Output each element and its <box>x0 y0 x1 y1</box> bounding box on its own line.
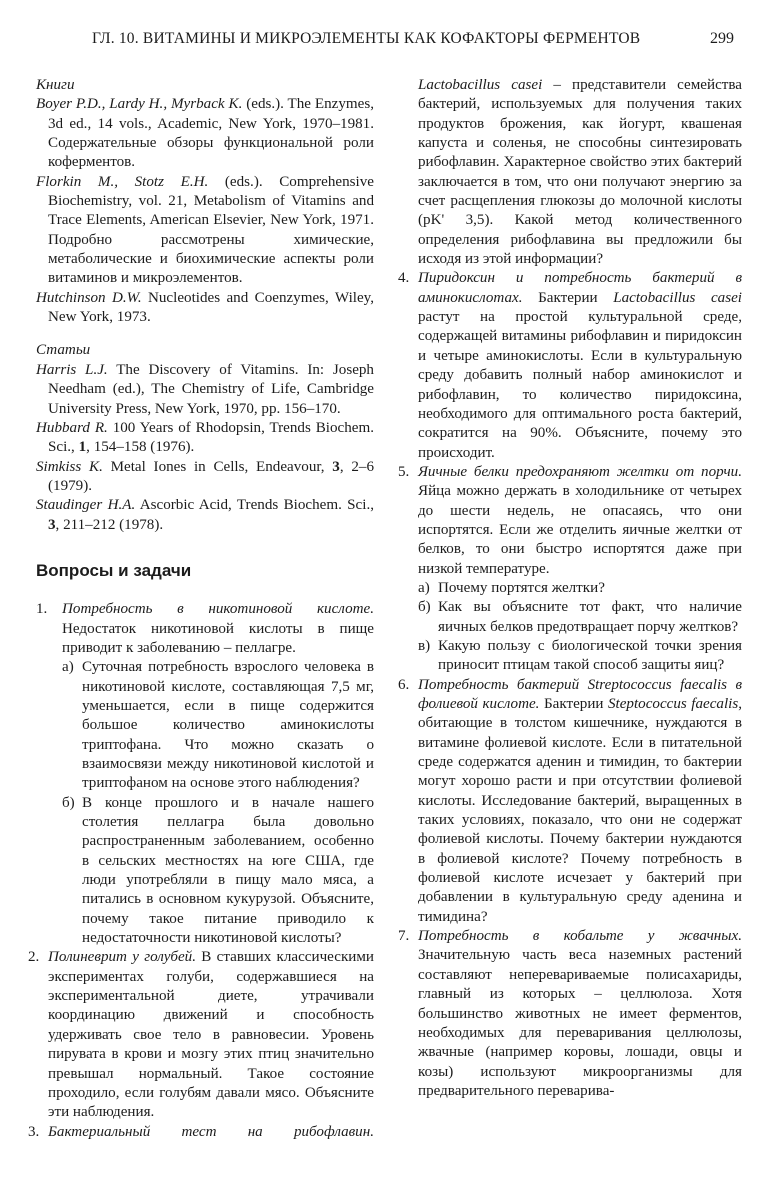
question-text: Недостаток никотиновой кислоты в пище приводит к заболеванию – пеллагре. <box>62 620 374 656</box>
question-2 <box>28 948 374 1122</box>
ref-text: Ascorbic Acid, Trends Biochem. Sci., <box>135 497 374 514</box>
reference-article-3 <box>36 458 374 497</box>
sub-text: Как вы объясните тот факт, что наличие яичных белков предотвращает порчу желтков? <box>438 599 742 635</box>
sub-label: б) <box>418 599 431 616</box>
question-number: 7. <box>398 928 410 945</box>
species-name: Lactobacillus casei <box>418 77 543 93</box>
question-title: Пиридоксин и потребность бактерий в аминокислотах. <box>418 270 742 306</box>
question-text: Яйца можно держать в холодильнике от четырех до шести недель, не опасаясь, что они испортятся. Если же отделить яичные желтки от белков, то они быстро испортятся даже при низкой температуре. <box>418 483 742 577</box>
question-6 <box>398 676 742 927</box>
question-number: 5. <box>398 463 410 480</box>
question-1b <box>62 794 374 949</box>
question-text: В ставших классическими экспериментах голуби, содержавшиеся на экспериментальной диете, утрачивали координацию движений и способность удерживать свое тело в равновесии. Уровень пирувата в крови и мозгу этих птиц значительно превышал нормальный. Такое состояние проходило, если голубям давали мясо. Объясните эти наблюдения. <box>48 949 374 1121</box>
reference-book-2 <box>36 173 374 289</box>
ref-author: Staudinger H.A. <box>36 497 136 514</box>
question-text: – представители семейства бактерий, используемых для получения таких продуктов брожения, как йогурт, квашеная капуста и соленья, не способны синтезировать рибофлавин. Характерное свойство этих бактерий заключается в том, что они получают энергию за счет расщепления глюкозы до молочной кислоты (pK' 3,5). Какой метод количественного определения рибофлавина вы предложили бы исходя из этой информации? <box>418 77 743 268</box>
sub-label: в) <box>418 637 431 654</box>
ref-text: 100 Years of Rhodopsin, Trends Biochem. Sci., <box>48 419 374 456</box>
ref-text: Metal Iones in Cells, Endeavour, <box>102 458 333 475</box>
books-heading: Книги <box>36 77 75 93</box>
question-title: Потребность в кобальте у жвачных. <box>418 928 742 945</box>
ref-text: (eds.). The Enzymes, 3d ed., 14 vols., Academic, New York, 1970–1981. Содержательные обзоры функциональной роли коферментов. <box>48 96 374 171</box>
ref-volume: 3 <box>332 458 340 475</box>
sub-label: а) <box>418 579 430 596</box>
question-5b <box>418 598 742 637</box>
question-number: 3. <box>28 1123 40 1140</box>
species-name: Steptococcus faecalis <box>607 696 739 712</box>
questions-heading: Вопросы и задачи <box>36 560 192 580</box>
question-number: 1. <box>36 601 48 618</box>
ref-author: Simkiss K. <box>36 458 103 475</box>
ref-author: Hutchinson D.W. <box>36 289 142 306</box>
question-5c <box>418 637 742 676</box>
question-3 <box>28 1123 374 1142</box>
reference-article-2 <box>36 419 374 458</box>
ref-text: The Discovery of Vitamins. In: Joseph Needham (ed.), The Chemistry of Life, Cambridge University Press, New York, 1970, pp. 156–170. <box>48 361 374 417</box>
question-number: 6. <box>398 676 410 693</box>
question-3-continued <box>398 76 742 269</box>
species-name: Streptococcus faecalis <box>587 676 728 693</box>
ref-text: , 2–6 (1979). <box>48 458 374 494</box>
chapter-title: ГЛ. 10. ВИТАМИНЫ И МИКРОЭЛЕМЕНТЫ КАК КОФАКТОРЫ ФЕРМЕНТОВ <box>92 30 641 47</box>
ref-author: Harris L.J. <box>36 361 108 378</box>
ref-text: , 154–158 (1976). <box>86 439 195 456</box>
question-title: в фолиевой кислоте. <box>418 676 742 712</box>
question-title: Потребность бактерий <box>418 676 588 693</box>
sub-text: Суточная потребность взрослого человека в никотиновой кислоте, составляющая 7,5 мг, уменьшается, если в пище содержится большое количество аминокислоты триптофана. Что можно сказать о взаимосвязи между никотиновой кислотой и триптофаном на основе этого наблюдения? <box>82 659 374 792</box>
question-4 <box>398 269 742 462</box>
reference-book-3 <box>36 289 374 328</box>
question-1a <box>62 658 374 793</box>
left-column <box>28 76 374 1142</box>
question-title: Яичные белки предохраняют желтки от порчи. <box>418 463 742 480</box>
question-7 <box>398 927 742 1101</box>
sub-label: а) <box>62 659 74 676</box>
question-text: Бактерии <box>539 696 608 712</box>
ref-text: , 211–212 (1978). <box>55 516 164 533</box>
question-5 <box>398 463 742 676</box>
question-title: Бактериальный тест на рибофлавин. <box>48 1123 374 1140</box>
right-column <box>398 76 742 1101</box>
ref-text: (eds.). Comprehensive Biochemistry, vol. 21, Metabolism of Vitamins and Trace Elements, American Elsevier, New York, 1971. Подробно рассмотрены химические, метаболические и биохимические аспекты роли витаминов и микроэлементов. <box>48 173 374 287</box>
ref-volume: 1 <box>78 439 87 456</box>
question-number: 4. <box>398 270 410 287</box>
ref-text: Nucleotides and Coenzymes, Wiley, New York, 1973. <box>48 289 374 326</box>
species-name: Lactobacillus casei <box>613 289 742 306</box>
sub-text: Какую пользу с биологической точки зрения приносит птицам такой способ защиты яиц? <box>438 637 742 674</box>
ref-author: Florkin M., Stotz E.H. <box>36 173 209 190</box>
ref-author: Boyer P.D., Lardy H., Myrback K. <box>36 96 243 113</box>
sub-text: В конце прошлого и в начале нашего столетия пеллагра была довольно распространенным заболеванием, особенно в сельских местностях на юге США, где люди употребляли в пищу мало мяса, а питались в основном кукурузой. Объясните, почему такое питание приводило к недостаточности никотиновой кислоты? <box>82 794 374 947</box>
ref-author: Hubbard R. <box>36 419 108 436</box>
question-title: Полиневрит у голубей. <box>48 949 196 966</box>
articles-heading: Статьи <box>36 342 91 359</box>
reference-article-4 <box>36 496 374 535</box>
question-5a <box>418 579 742 598</box>
question-text: Бактерии <box>522 289 614 306</box>
sub-text: Почему портятся желтки? <box>438 579 605 596</box>
running-header <box>92 30 734 54</box>
question-number: 2. <box>28 949 40 966</box>
ref-volume: 3 <box>48 516 56 533</box>
question-text: растут на простой культуральной среде, содержащей витамины рибофлавин и пиридоксин и четыре аминокислоты. Если в культуральную среду добавить полный набор аминокислот и рибофлавин, то количество пиридоксина, необходимого для оптимального роста бактерий, сократится на 90%. Объясните, почему это происходит. <box>418 309 742 461</box>
sub-label: б) <box>62 794 75 811</box>
question-text: Значительную часть веса наземных растений составляют неперевариваемые полисахариды, главный из которых – целлюлоза. Хотя большинство животных не имеет ферментов, необходимых для переваривания целлюлозы, жвачные (например коровы, лошади, овцы и козы) используют микроорганизмы для предварительного переварива- <box>418 947 742 1099</box>
reference-book-1 <box>36 95 374 172</box>
question-1 <box>36 600 374 948</box>
page-number: 299 <box>710 30 734 47</box>
question-title: Потребность в никотиновой кислоте. <box>62 601 374 618</box>
question-text: , обитающие в толстом кишечнике, нуждаются в витамине фолиевой кислоте. Если в питательной среде содержатся аденин и тимидин, то бактерии могут хорошо расти и при отсутствии фолиевой кислоты. Исследование бактерий, выращенных в таких условиях, показало, что они не содержат фолиевой кислоты. Почему бактерии нуждаются в фолиевой кислоте? Почему потребность в фолиевой кислоте исчезает у бактерий при добавлении в культуральную среду аденина и тимидина? <box>418 696 743 925</box>
reference-article-1 <box>36 361 374 419</box>
